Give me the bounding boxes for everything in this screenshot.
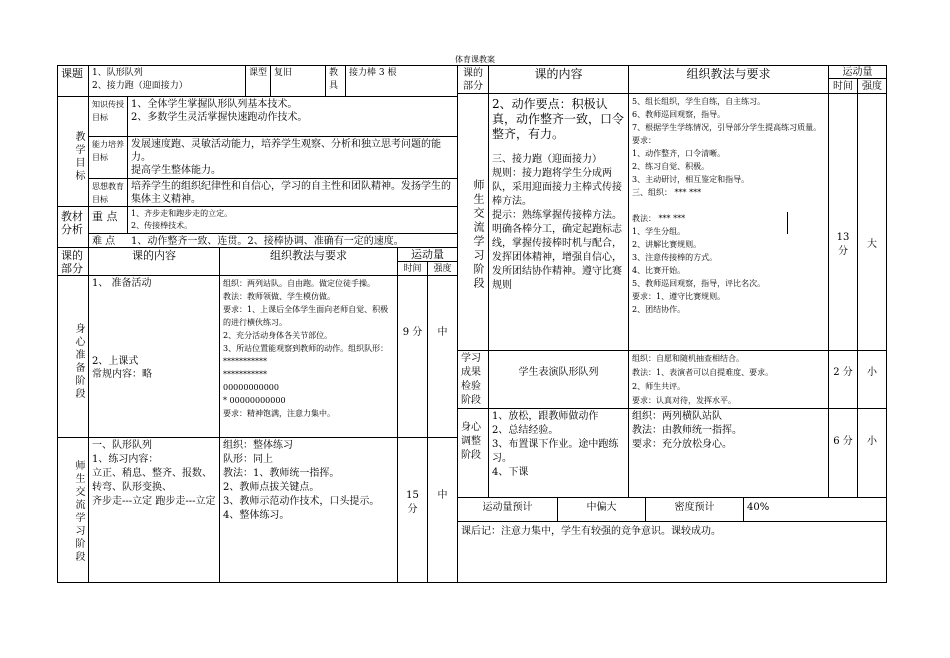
learn1-time: 15 分 — [406, 490, 419, 515]
load-estimate-value: 中偏大 — [586, 502, 617, 513]
density-estimate-value: 40% — [747, 502, 770, 513]
jiaoju-value: 接力棒 3 根 — [349, 68, 397, 78]
reflection: 课后记：注意力集中，学生有较强的竞争意识。课较成功。 — [461, 526, 721, 537]
learn1-method: 组织：整体练习 队形：同上 教法：1、教师统一指挥。 2、教师点拔关键点。 3、教师示范动作技术，口头提示。 4、整体练习。 — [223, 440, 380, 521]
learn2-content-top: 2、动作要点：积极认真，动作整齐一致，口令整齐，有力。 — [492, 97, 625, 141]
keti-label: 课题 — [61, 67, 83, 80]
learn2-method: 5、组长组织，学生自练，自主练习。 6、教师巡回观察，指导。 7、根据学生学练情况，引导部分学生提高练习质量。 要求： 1、动作整齐，口令清晰。 2、练习自觉、积极。 3、主动研讨，相互鉴定和指导。 三、组织： *** *** 教法： *** *** 1、学生分组。 2、讲解比赛规则。 3、注意传接棒的方式。 4、比赛开始。 5、教师巡回观察，指导，评比名次。 要求：1、遵守比赛规则。 2、团结协作。 — [632, 97, 822, 314]
col-content-left: 课的内容 — [132, 249, 176, 262]
adjust-content: 1、放松，跟教师做动作 2、总结经验。 3、布置课下作业。途中跑练习。 4、下课 — [492, 411, 619, 478]
thought-label: 思想教育目标 — [92, 182, 124, 204]
diff-label: 难 点 — [92, 236, 116, 247]
col-time-right: 时间 — [833, 81, 853, 92]
ability-label: 能力培养目标 — [92, 140, 124, 162]
adjust-time: 6 分 — [833, 436, 853, 447]
doc-title: 体育课教案 — [455, 55, 495, 64]
col-load-right: 运动量 — [842, 67, 873, 78]
col-intensity-left: 强度 — [433, 264, 452, 274]
check-intensity: 小 — [867, 367, 877, 378]
load-estimate-label: 运动量预计 — [482, 502, 533, 513]
learn2-part: 师生交流学习阶段 — [472, 178, 485, 291]
learn2-intensity: 大 — [867, 239, 877, 250]
key-label: 重 点 — [92, 210, 118, 223]
adjust-method: 组织：两列横队站队 教法：由教师统一指挥。 要求：充分放松身心。 — [632, 411, 742, 450]
adjust-part: 身心调整阶段 — [461, 422, 481, 461]
check-method: 组织：自愿和随机抽查相结合。 教法：1、表演者可以自提难度、要求。 2、师生共评。 要求：认真对待，发挥水平。 — [632, 354, 774, 405]
learn1-intensity: 中 — [437, 490, 448, 501]
learn2-content-bottom: 三、接力跑（迎面接力） 规则：接力跑将学生分成两队，采用迎面接力主棒式传接棒方法。 提示：熟练掌握传接棒方法。明确各棒分工，确定起跑标志线，掌握传接棒时机与配合，发挥团体精神，增强自信心，发所团结协作精神。遵守比赛规则 — [492, 154, 622, 291]
col-intensity-right: 强度 — [862, 81, 882, 92]
check-time: 2 分 — [833, 367, 853, 378]
density-estimate-label: 密度预计 — [674, 502, 715, 513]
col-load-left: 运动量 — [411, 248, 444, 261]
analysis-label: 教材分析 — [61, 210, 83, 236]
goals-label: 教学目标 — [73, 131, 84, 183]
ability-text: 发展速度跑、灵敏活动能力，培养学生观察、分析和独立思考问题的能力。 提高学生整体能力。 — [131, 139, 441, 176]
col-part-right: 课的部分 — [463, 68, 483, 92]
keti-value: 1、队形队列 2、接力跑（迎面接力） — [92, 68, 188, 91]
prep-method: 组织：两列站队。自由跑。做定位徒手操。 教法：教师领做、学生模仿做。 要求：1、上课后全体学生面向老师自觉、积极的进行横伙练习。 2、充分活动身体各关节部位。 3、所站位置能观察到教师的动作。组织队形： *********** *********** 00000000000 * 00000000000 要求：精神饱满，注意力集中。 — [223, 279, 389, 418]
kexing-label: 课型 — [249, 68, 268, 78]
jiaoju-label: 教具 — [329, 68, 339, 91]
adjust-intensity: 小 — [867, 436, 877, 447]
prep-intensity: 中 — [437, 327, 448, 338]
col-content-right: 课的内容 — [534, 67, 583, 81]
prep-time: 9 分 — [402, 327, 423, 338]
col-time-left: 时间 — [403, 264, 422, 274]
prep-content: 1、 准备活动 2、上课式 常规内容：略 — [92, 278, 152, 380]
learn1-content: 一、队形队列 1、练习内容： 立正、稍息、整齐、报数、转弯、队形变换、 齐步走---立定 跑步走---立定 — [92, 440, 216, 507]
learn2-time: 13 分 — [836, 232, 850, 257]
knowledge-text: 1、全体学生掌握队形队列基本技术。 2、多数学生灵活掌握快速跑动作技术。 — [131, 99, 308, 123]
knowledge-label: 知识传授目标 — [92, 100, 124, 122]
kexing-value: 复旧 — [274, 68, 293, 78]
col-method-left: 组织教法与要求 — [270, 249, 347, 262]
learn1-part: 师生交流学习阶段 — [73, 459, 84, 564]
key-text: 1、齐步走和跑步走的立定。 2、传接棒技术。 — [131, 209, 233, 230]
col-method-right: 组织教法与要求 — [686, 67, 771, 81]
thought-text: 培养学生的组织纪律性和自信心，学习的自主性和团队精神。发扬学生的集体主义精神。 — [131, 181, 451, 205]
prep-part: 身心准备阶段 — [73, 323, 84, 401]
check-part: 学习成果检验阶段 — [461, 353, 481, 406]
col-part-left: 课的部分 — [61, 249, 83, 275]
check-content: 学生表演队形队列 — [518, 367, 599, 378]
diff-text: 1、动作整齐一致、连贯。2、接棒协调、准确有一定的速度。 — [131, 236, 404, 247]
